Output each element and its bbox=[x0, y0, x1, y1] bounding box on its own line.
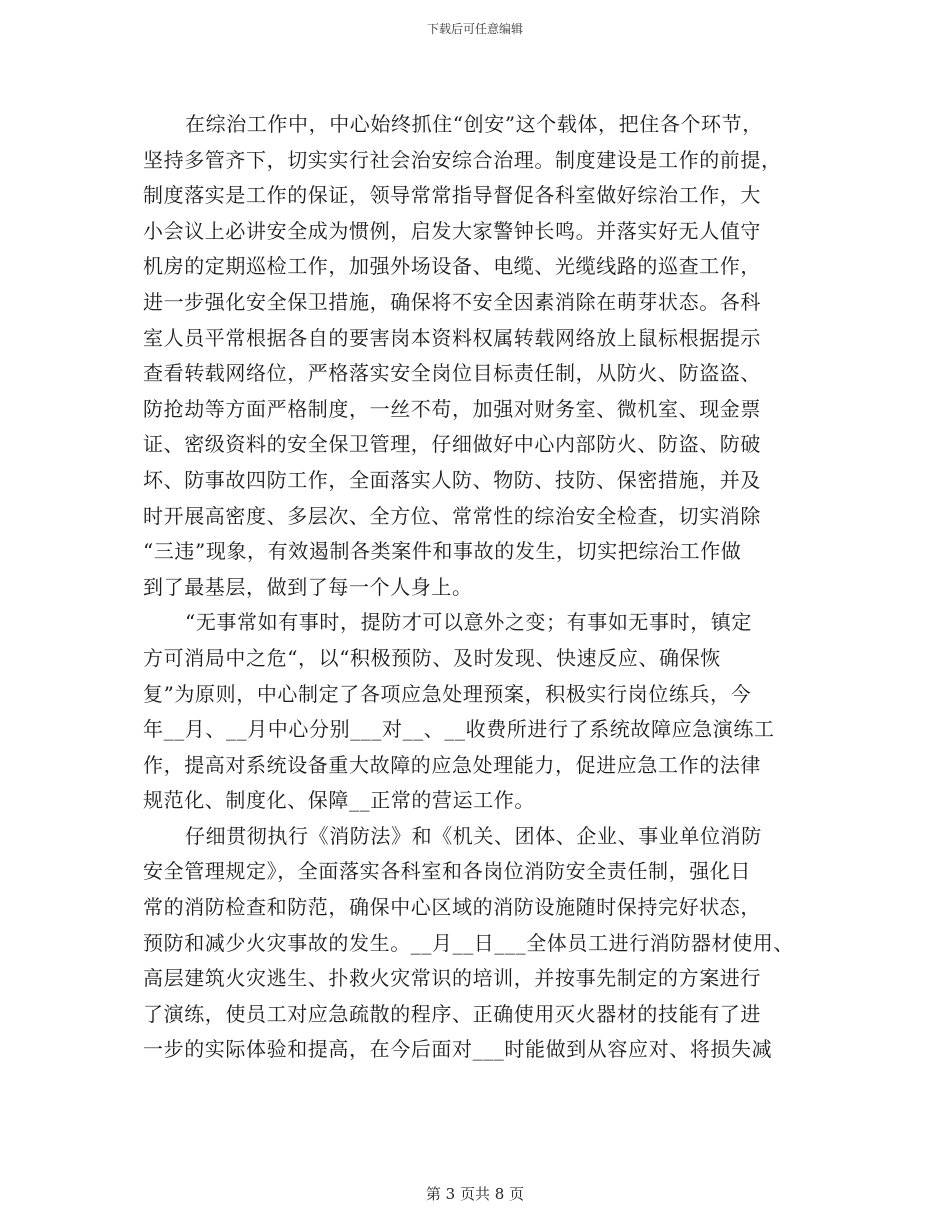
text-line: 到了最基层，做到了每一个人身上。 bbox=[143, 574, 473, 599]
text-line: 坏、防事故四防工作，全面落实人防、物防、技防、保密措施，并及 bbox=[143, 467, 761, 492]
text-line: 安全管理规定》，全面落实各科室和各岗位消防安全责任制，强化日 bbox=[143, 859, 751, 884]
text-line: “无事常如有事时，提防才可以意外之变；有事如无事时，镇定 bbox=[185, 610, 753, 635]
text-line: 复”为原则，中心制定了各项应急处理预案，积极实行岗位练兵，今 bbox=[143, 681, 752, 706]
text-line: 预防和减少火灾事故的发生。__月__日___全体员工进行消防器材使用、 bbox=[143, 930, 794, 955]
text-line: 常的消防检查和防范，确保中心区域的消防设施随时保持完好状态， bbox=[143, 895, 761, 920]
text-line: “三违”现象，有效遏制各类案件和事故的发生，切实把综治工作做 bbox=[143, 539, 742, 564]
text-line: 查看转载网络位，严格落实安全岗位目标责任制，从防火、防盗盗、 bbox=[143, 361, 761, 386]
text-line: 规范化、制度化、保障__正常的营运工作。 bbox=[143, 788, 535, 813]
text-line: 时开展高密度、多层次、全方位、常常性的综治安全检查，切实消除 bbox=[143, 503, 761, 528]
text-line: 高层建筑火灾逃生、扑救火灾常识的培训，并按事先制定的方案进行 bbox=[143, 966, 761, 991]
text-line: 机房的定期巡检工作，加强外场设备、电缆、光缆线路的巡查工作， bbox=[143, 254, 761, 279]
text-line: 防抢劫等方面严格制度，一丝不苟，加强对财务室、微机室、现金票 bbox=[143, 396, 761, 421]
text-line: 坚持多管齐下，切实实行社会治安综合治理。制度建设是工作的前提， bbox=[143, 147, 782, 172]
text-line: 仔细贯彻执行《消防法》和《机关、团体、企业、事业单位消防 bbox=[185, 823, 762, 848]
text-line: 一步的实际体验和提高，在今后面对___时能做到从容应对、将损失减 bbox=[143, 1037, 773, 1062]
page-footer: 第 3 页共 8 页 bbox=[425, 1185, 525, 1203]
document-body bbox=[143, 107, 823, 1068]
text-line: 进一步强化安全保卫措施，确保将不安全因素消除在萌芽状态。各科 bbox=[143, 289, 761, 314]
text-line: 室人员平常根据各自的要害岗本资料权属转载网络放上鼠标根据提示 bbox=[143, 325, 761, 350]
text-line: 小会议上必讲安全成为惯例，启发大家警钟长鸣。并落实好无人值守 bbox=[143, 218, 761, 243]
text-line: 年__月、__月中心分别___对__、__收费所进行了系统故障应急演练工 bbox=[143, 717, 775, 742]
text-line: 证、密级资料的安全保卫管理，仔细做好中心内部防火、防盗、防破 bbox=[143, 432, 761, 457]
text-line: 在综治工作中，中心始终抓住“创安”这个载体，把住各个环节， bbox=[185, 112, 763, 136]
text-line: 作，提高对系统设备重大故障的应急处理能力，促进应急工作的法律 bbox=[143, 752, 761, 777]
text-line: 制度落实是工作的保证，领导常常指导督促各科室做好综治工作，大 bbox=[143, 183, 761, 208]
text-line: 了演练，使员工对应急疏散的程序、正确使用灭火器材的技能有了进 bbox=[143, 1001, 761, 1026]
page-header: 下载后可任意编辑 bbox=[426, 22, 523, 36]
text-line: 方可消局中之危“，以“积极预防、及时发现、快速反应、确保恢 bbox=[143, 645, 721, 670]
